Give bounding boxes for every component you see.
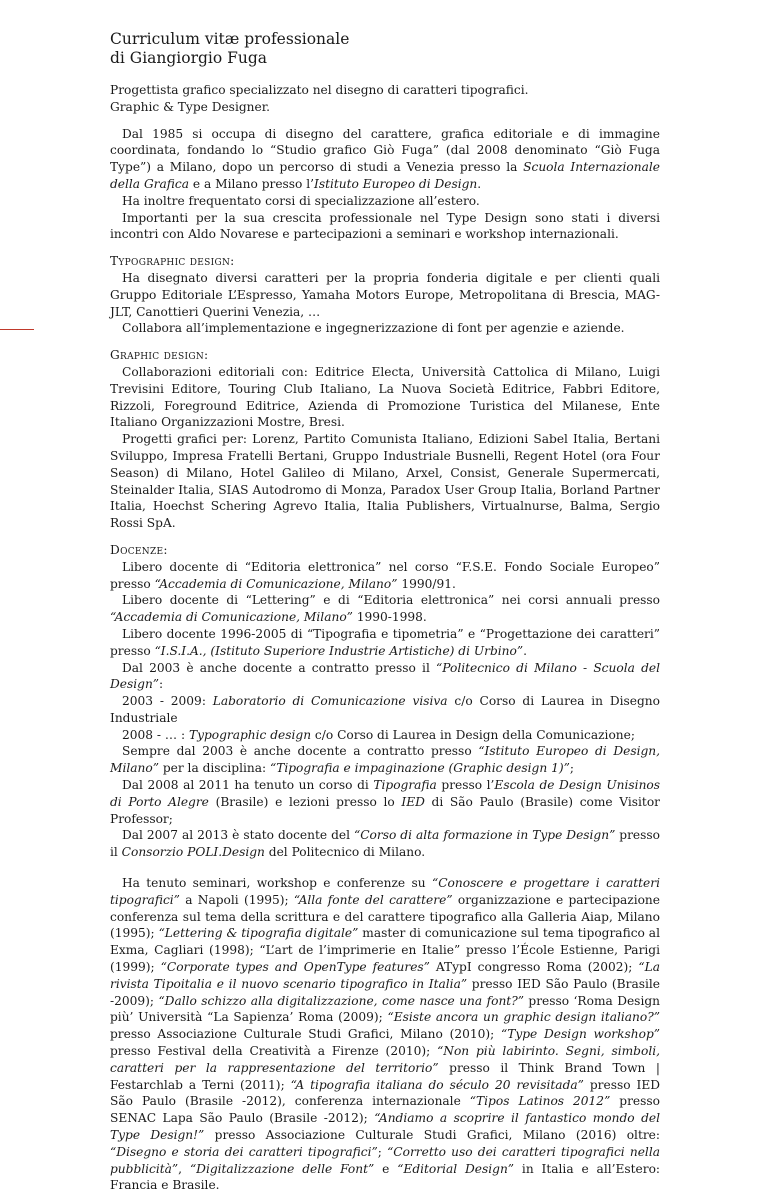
bio-paragraph-3: Importanti per la sua crescita professionale nel Type Design sono stati i diversi incontri con Aldo Novarese e partecipazioni a seminari e workshop internazionali. bbox=[110, 210, 660, 242]
section-heading-graphic: Graphic design: bbox=[110, 348, 209, 363]
document-title bbox=[110, 30, 660, 68]
seminars-paragraph: Ha tenuto seminari, workshop e conferenze su “Conoscere e progettare i caratteri tipografici” a Napoli (1995); “Alla fonte del carattere” organizzazione e partecipazione conferenza sul tema della scrittura e del carattere tipografico alla Galleria Aiap, Milano (1995); “Lettering & tipografia digitale” master di comunicazione sul tema tipografico al Exma, Cagliari (1998); “L’art de l’imprimerie en Italie” presso l’École Estienne, Parigi (1999); “Corporate types and OpenType features” ATypI congresso Roma (2002); “La rivista Tipoitalia e il nuovo scenario tipografico in Italia” presso IED São Paulo (Brasile -2009); “Dallo schizzo alla digitalizzazione, come nasce una font?” presso ‘Roma Design più’ Università “La Sapienza’ Roma (2009); “Esiste ancora un graphic design italiano?” presso Associazione Culturale Studi Grafici, Milano (2010); “Type Design workshop” presso Festival della Creatività a Firenze (2010); “Non più labirinto. Segni, simboli, caratteri per la rappresentazione del territorio” presso il Think Brand Town | Festarchlab a Terni (2011); “A tipografia italiana do século 20 revisitada” presso IED São Paulo (Brasile -2012), conferenza internazionale “Tipos Latinos 2012” presso SENAC Lapa São Paulo (Brasile -2012); “Andiamo a scoprire il fantastico mondo del Type Design!” presso Associazione Culturale Studi Grafici, Milano (2016) oltre: “Disegno e storia dei caratteri tipografici”; “Corretto uso dei caratteri tipografici nella pubblicità”, “Digitalizzazione delle Font” e “Editorial Design” in Italia e all’Estero: Francia e Brasile. bbox=[110, 876, 661, 1193]
docenze-paragraph-5: 2003 - 2009: Laboratorio di Comunicazione visiva c/o Corso di Laurea in Disegno Industriale bbox=[110, 694, 660, 725]
typographic-paragraph-2: Collabora all’implementazione e ingegnerizzazione di font per agenzie e aziende. bbox=[122, 321, 625, 336]
margin-rule bbox=[0, 329, 34, 330]
docenze-paragraph-9: Dal 2007 al 2013 è stato docente del “Corso di alta formazione in Type Design” presso il Consorzio POLI.Design del Politecnico di Milano. bbox=[110, 828, 660, 860]
bio-paragraph-2: Ha inoltre frequentato corsi di specializzazione all’estero. bbox=[122, 193, 480, 208]
section-heading-typographic: Typographic design: bbox=[110, 254, 235, 269]
typographic-paragraph-1: Ha disegnato diversi caratteri per la propria fonderia digitale e per clienti quali Gruppo Editoriale L’Espresso, Yamaha Motors Europe, Metropolitana di Brescia, MAG-JLT, Canottieri Querini Venezia, … bbox=[110, 270, 660, 319]
docenze-paragraph-8: Dal 2008 al 2011 ha tenuto un corso di Tipografia presso l’Escola de Design Unisinos di Porto Alegre (Brasile) e lezioni presso lo IED di São Paulo (Brasile) come Visitor Professor; bbox=[110, 778, 661, 826]
docenze-paragraph-3: Libero docente 1996-2005 di “Tipografia e tipometria” e “Progettazione dei caratteri” presso “I.S.I.A., (Istituto Superiore Industrie Artistiche) di Urbino”. bbox=[110, 626, 660, 658]
graphic-paragraph-1: Collaborazioni editoriali con: Editrice Electa, Università Cattolica di Milano, Luigi Trevisini Editore, Touring Club Italiano, La Nuova Società Editrice, Fabbri Editore, Rizzoli, Foreground Editrice, Azienda di Promozione Turistica del Milanese, Ente Italiano Organizzazioni Mostre, Bresi. bbox=[110, 364, 660, 430]
docenze-paragraph-1: Libero docente di “Editoria elettronica” nel corso “F.S.E. Fondo Sociale Europeo” presso “Accademia di Comunicazione, Milano” 1990/91. bbox=[110, 559, 660, 591]
bio-paragraph-1: Dal 1985 si occupa di disegno del carattere, grafica editoriale e di immagine coordinata, fondando lo “Studio grafico Giò Fuga” (dal 2008 denominato “Giò Fuga Type”) a Milano, dopo un percorso di studi a Venezia presso la Scuola Internazionale della Grafica e a Milano presso l’Istituto Europeo di Design. bbox=[110, 126, 660, 191]
cv-document bbox=[110, 30, 660, 1194]
intro-line-2: Graphic & Type Designer. bbox=[110, 99, 271, 114]
section-heading-docenze: Docenze: bbox=[110, 542, 168, 557]
title-line-1: Curriculum vitæ professionale bbox=[110, 30, 350, 48]
docenze-paragraph-6: 2008 - … : Typographic design c/o Corso di Laurea in Design della Comunicazione; bbox=[122, 727, 635, 742]
intro-line-1: Progettista grafico specializzato nel disegno di caratteri tipografici. bbox=[110, 83, 529, 97]
docenze-paragraph-4: Dal 2003 è anche docente a contratto presso il “Politecnico di Milano - Scuola del Design”: bbox=[110, 660, 660, 692]
docenze-paragraph-2: Libero docente di “Lettering” e di “Editoria elettronica” nei corsi annuali presso “Accademia di Comunicazione, Milano” 1990-1998. bbox=[110, 593, 660, 625]
graphic-paragraph-2: Progetti grafici per: Lorenz, Partito Comunista Italiano, Edizioni Sabel Italia, Bertani Sviluppo, Impresa Fratelli Bertani, Gruppo Industriale Busnelli, Regent Hotel (ora Four Season) di Milano, Hotel Galileo di Milano, Arxel, Consist, Generale Supermercati, Steinalder Italia, SIAS Autodromo di Monza, Paradox User Group Italia, Borland Partner Italia, Hoechst Schering Agrevo Italia, Italia Publishers, Virtualnurse, Balma, Sergio Rossi SpA. bbox=[110, 432, 660, 531]
title-line-2: di Giangiorgio Fuga bbox=[110, 49, 268, 67]
docenze-paragraph-7: Sempre dal 2003 è anche docente a contratto presso “Istituto Europeo di Design, Milano” per la disciplina: “Tipografia e impaginazione (Graphic design 1)”; bbox=[110, 744, 661, 776]
